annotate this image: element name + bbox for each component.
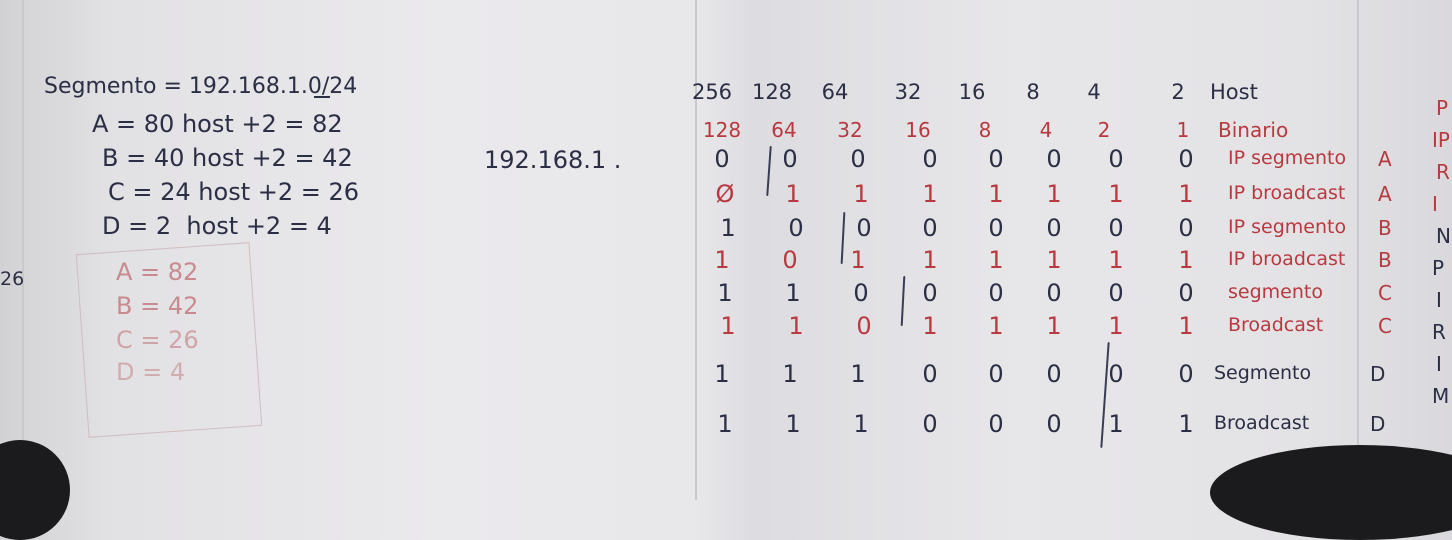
bit-cell: 0	[988, 410, 1004, 438]
bit-cell: 1	[922, 246, 938, 274]
dark-hair-left	[0, 440, 70, 540]
row-subnet-letter: B	[1378, 248, 1392, 272]
right-edge-char: IP	[1432, 128, 1450, 152]
bit-cell: 0	[856, 312, 872, 340]
row-label: segmento	[1228, 281, 1323, 303]
binary-header-1: 1	[1176, 118, 1190, 142]
bit-cell: 1	[988, 312, 1004, 340]
host-header-256: 256	[691, 80, 733, 104]
bit-cell: 0	[922, 214, 938, 242]
bit-cell: 0	[714, 145, 730, 173]
network-prefix: 192.168.1 .	[484, 146, 622, 174]
bit-cell: 0	[922, 360, 938, 388]
bit-cell: 0	[1108, 145, 1124, 173]
binary-header-label: Binario	[1218, 118, 1289, 142]
bit-cell: 1	[1108, 246, 1124, 274]
calc-line-d: D = 2 host +2 = 4	[102, 212, 332, 240]
bit-cell: 1	[922, 312, 938, 340]
bit-cell: 0	[1108, 360, 1124, 388]
bit-cell: 1	[1108, 180, 1124, 208]
bit-cell: 0	[922, 410, 938, 438]
right-edge-char: I	[1436, 352, 1442, 376]
bit-cell: 1	[1108, 410, 1124, 438]
bit-cell: 0	[988, 279, 1004, 307]
host-header-label: Host	[1210, 80, 1258, 104]
bit-cell: 0	[922, 145, 938, 173]
bit-cell: 1	[1178, 312, 1194, 340]
bit-cell: 0	[1178, 360, 1194, 388]
binary-header-64: 64	[771, 118, 797, 142]
calc-line-c: C = 24 host +2 = 26	[108, 178, 360, 206]
row-subnet-letter: A	[1378, 147, 1392, 171]
row-subnet-letter: C	[1378, 281, 1392, 305]
board-seam-middle	[695, 0, 697, 500]
left-edge-number: 26	[0, 268, 25, 290]
right-edge-char: R	[1436, 160, 1450, 184]
separator-stroke	[841, 212, 846, 264]
row-label: IP broadcast	[1228, 248, 1346, 270]
board-seam-right	[1357, 0, 1359, 500]
bit-cell: 0	[856, 214, 872, 242]
bit-cell: 1	[1046, 312, 1062, 340]
bit-cell: 1	[717, 410, 733, 438]
row-subnet-letter: C	[1378, 314, 1392, 338]
boxed-item-a: A = 82	[116, 258, 199, 286]
bit-cell: 1	[1046, 180, 1062, 208]
row-subnet-letter: B	[1378, 216, 1392, 240]
bit-cell: 0	[788, 214, 804, 242]
dark-hair-right	[1210, 445, 1452, 540]
bit-cell: 0	[1178, 145, 1194, 173]
boxed-item-c: C = 26	[116, 326, 199, 354]
bit-cell: 0	[782, 246, 798, 274]
bit-cell: 1	[785, 180, 801, 208]
row-subnet-letter: D	[1370, 362, 1386, 386]
underline-mark	[300, 94, 340, 100]
bit-cell: 0	[1046, 214, 1062, 242]
bit-cell: 0	[988, 145, 1004, 173]
bit-cell: 1	[782, 360, 798, 388]
boxed-item-b: B = 42	[116, 292, 199, 320]
host-header-128: 128	[751, 80, 793, 104]
bit-cell: 0	[1178, 279, 1194, 307]
bit-cell: 1	[850, 360, 866, 388]
binary-header-4: 4	[1039, 118, 1053, 142]
right-edge-char: P	[1432, 256, 1445, 280]
separator-stroke	[901, 276, 906, 326]
bit-cell: 1	[1046, 246, 1062, 274]
binary-header-2: 2	[1097, 118, 1111, 142]
bit-cell: Ø	[715, 180, 735, 208]
right-edge-char: P	[1436, 96, 1449, 120]
bit-cell: 1	[788, 312, 804, 340]
segment-heading: Segmento = 192.168.1.0/24	[44, 74, 358, 99]
host-header-64: 64	[821, 80, 849, 104]
board-seam-left	[22, 0, 24, 500]
row-subnet-letter: A	[1378, 182, 1392, 206]
bit-cell: 1	[853, 410, 869, 438]
binary-header-128: 128	[702, 118, 742, 142]
binary-header-8: 8	[978, 118, 992, 142]
bit-cell: 1	[1178, 246, 1194, 274]
host-header-8: 8	[1026, 80, 1040, 104]
bit-cell: 0	[1178, 214, 1194, 242]
bit-cell: 1	[1108, 312, 1124, 340]
row-subnet-letter: D	[1370, 412, 1386, 436]
bit-cell: 0	[1108, 279, 1124, 307]
bit-cell: 0	[922, 279, 938, 307]
host-header-16: 16	[958, 80, 986, 104]
host-header-4: 4	[1087, 80, 1101, 104]
bit-cell: 0	[988, 214, 1004, 242]
binary-header-16: 16	[905, 118, 931, 142]
right-edge-char: N	[1436, 224, 1451, 248]
row-label: Broadcast	[1228, 314, 1324, 336]
bit-cell: 1	[850, 246, 866, 274]
bit-cell: 0	[988, 360, 1004, 388]
binary-header-32: 32	[837, 118, 863, 142]
bit-cell: 0	[1046, 410, 1062, 438]
right-edge-char: I	[1432, 192, 1438, 216]
host-header-32: 32	[894, 80, 922, 104]
bit-cell: 1	[714, 246, 730, 274]
bit-cell: 1	[720, 312, 736, 340]
bit-cell: 1	[988, 180, 1004, 208]
bit-cell: 1	[988, 246, 1004, 274]
bit-cell: 0	[1046, 360, 1062, 388]
row-label: Broadcast	[1214, 412, 1310, 434]
bit-cell: 1	[717, 279, 733, 307]
bit-cell: 0	[782, 145, 798, 173]
row-label: IP segmento	[1228, 216, 1347, 238]
bit-cell: 1	[1178, 180, 1194, 208]
row-label: IP segmento	[1228, 147, 1347, 169]
boxed-item-d: D = 4	[116, 358, 186, 386]
bit-cell: 1	[922, 180, 938, 208]
separator-stroke	[766, 146, 771, 196]
right-edge-char: I	[1436, 288, 1442, 312]
right-edge-char: R	[1432, 320, 1446, 344]
bit-cell: 0	[850, 145, 866, 173]
bit-cell: 0	[1046, 279, 1062, 307]
calc-line-a: A = 80 host +2 = 82	[92, 110, 343, 138]
bit-cell: 1	[853, 180, 869, 208]
host-header-2: 2	[1171, 80, 1185, 104]
bit-cell: 0	[853, 279, 869, 307]
row-label: Segmento	[1214, 362, 1312, 384]
row-label: IP broadcast	[1228, 182, 1346, 204]
bit-cell: 1	[714, 360, 730, 388]
bit-cell: 1	[720, 214, 736, 242]
calc-line-b: B = 40 host +2 = 42	[102, 144, 353, 172]
right-edge-char: M	[1432, 384, 1450, 408]
bit-cell: 0	[1046, 145, 1062, 173]
bit-cell: 1	[785, 410, 801, 438]
bit-cell: 1	[785, 279, 801, 307]
bit-cell: 1	[1178, 410, 1194, 438]
bit-cell: 0	[1108, 214, 1124, 242]
